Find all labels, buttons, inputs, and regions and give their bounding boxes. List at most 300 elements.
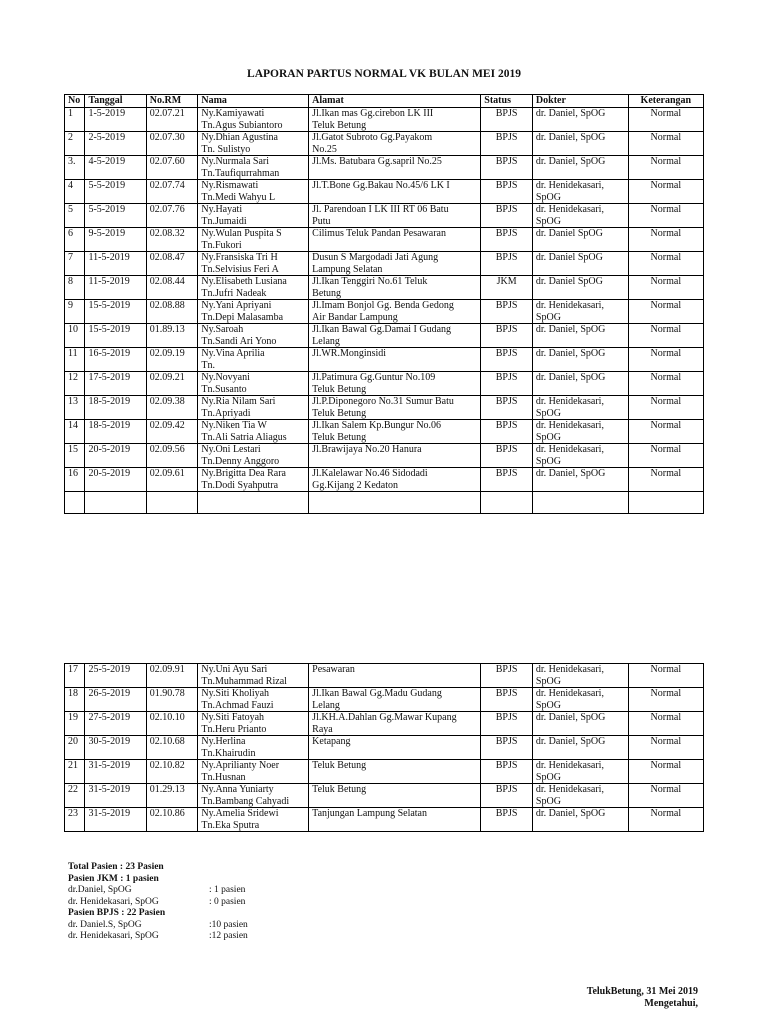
cell-norm-line: 02.08.88 <box>149 300 185 311</box>
cell-alamat-line: Teluk Betung <box>312 784 367 795</box>
summary-bpjs-text: Pasien BPJS : 22 Pasien <box>68 908 166 918</box>
cell-tanggal <box>85 808 146 832</box>
cell-no-line: 4 <box>68 180 73 191</box>
cell-no <box>65 300 85 324</box>
cell-keterangan <box>628 396 703 420</box>
cell-keterangan <box>628 760 703 784</box>
cell-status-line: BPJS <box>495 688 518 699</box>
cell-status <box>481 180 533 204</box>
cell-nama <box>198 228 309 252</box>
cell-tanggal <box>85 420 146 444</box>
cell-alamat <box>309 324 481 348</box>
cell-nama-line: Tn.Denny Anggoro <box>201 455 280 467</box>
cell-norm-line: 02.09.21 <box>149 372 185 383</box>
cell-alamat <box>309 348 481 372</box>
cell-status <box>481 420 533 444</box>
cell-dokter <box>532 760 628 784</box>
cell-no-line: 11 <box>68 348 78 359</box>
cell-tanggal-line: 16-5-2019 <box>88 348 131 359</box>
cell-tanggal-line: 15-5-2019 <box>88 300 131 311</box>
cell-keterangan <box>628 324 703 348</box>
cell-dokter-line: dr. Daniel, SpOG <box>535 372 606 383</box>
cell-dokter <box>532 324 628 348</box>
cell-no-line: 3. <box>68 156 76 167</box>
cell-alamat-line: Jl.WR.Monginsidi <box>312 348 387 359</box>
cell-no <box>65 396 85 420</box>
table-row <box>65 372 704 396</box>
summary-jkm-row <box>68 885 248 897</box>
cell-norm-line: 02.08.32 <box>149 228 185 239</box>
cell-no <box>65 156 85 180</box>
cell-dokter-line: dr. Henidekasari, <box>535 784 604 795</box>
cell-norm-line: 02.10.86 <box>149 808 185 819</box>
empty-cell <box>146 492 198 514</box>
cell-nama-line: Ny.Hayati <box>201 204 243 215</box>
cell-dokter <box>532 276 628 300</box>
cell-keterangan-line: Normal <box>650 252 682 263</box>
cell-alamat <box>309 808 481 832</box>
cell-no-line: 16 <box>68 468 78 479</box>
cell-alamat <box>309 300 481 324</box>
cell-nama <box>198 420 309 444</box>
cell-status <box>481 784 533 808</box>
table-row <box>65 180 704 204</box>
cell-alamat <box>309 396 481 420</box>
cell-nama-line: Ny.Aprilianty Noer <box>201 760 280 771</box>
cell-nama <box>198 108 309 132</box>
cell-status-line: BPJS <box>495 760 518 771</box>
cell-dokter-line: dr. Daniel, SpOG <box>535 108 606 119</box>
cell-nama-line: Tn.Eka Sputra <box>201 819 260 831</box>
cell-alamat-line: Air Bandar Lampung <box>312 311 398 323</box>
summary-doctor-label: dr.Daniel, SpOG <box>68 885 132 895</box>
cell-norm-line: 02.07.76 <box>149 204 185 215</box>
cell-dokter <box>532 300 628 324</box>
cell-dokter-line: dr. Henidekasari, <box>535 444 604 455</box>
cell-dokter-line: SpOG <box>535 795 561 807</box>
cell-no <box>65 348 85 372</box>
summary-block <box>68 862 248 943</box>
cell-no <box>65 420 85 444</box>
cell-nama-line: Tn.Sandi Ari Yono <box>201 335 277 347</box>
cell-dokter <box>532 444 628 468</box>
cell-alamat <box>309 228 481 252</box>
cell-nama-line: Ny.Siti Fatoyah <box>201 712 265 723</box>
cell-alamat-line: Teluk Betung <box>312 383 367 395</box>
col-header-alamat: Alamat <box>309 95 481 108</box>
cell-tanggal <box>85 180 146 204</box>
table-row <box>65 760 704 784</box>
cell-dokter <box>532 468 628 492</box>
cell-keterangan <box>628 372 703 396</box>
cell-no-line: 14 <box>68 420 78 431</box>
cell-alamat <box>309 372 481 396</box>
cell-dokter-line: dr. Henidekasari, <box>535 760 604 771</box>
cell-status-line: BPJS <box>495 348 518 359</box>
cell-no-line: 18 <box>68 688 78 699</box>
summary-count: :10 pasien <box>209 919 248 930</box>
cell-norm <box>146 156 198 180</box>
cell-tanggal <box>85 276 146 300</box>
cell-dokter-line: dr. Daniel SpOG <box>535 228 603 239</box>
cell-status <box>481 276 533 300</box>
cell-nama-line: Ny.Elisabeth Lusiana <box>201 276 287 287</box>
cell-dokter <box>532 396 628 420</box>
cell-tanggal <box>85 760 146 784</box>
cell-alamat-line: Gg.Kijang 2 Kedaton <box>312 479 398 491</box>
cell-nama-line: Ny.Amelia Sridewi <box>201 808 279 819</box>
cell-dokter-line: dr. Henidekasari, <box>535 300 604 311</box>
summary-doctor-label: dr. Henidekasari, SpOG <box>68 931 159 941</box>
cell-status-line: BPJS <box>495 712 518 723</box>
cell-nama <box>198 736 309 760</box>
empty-cell <box>65 492 85 514</box>
cell-alamat <box>309 760 481 784</box>
cell-keterangan <box>628 444 703 468</box>
cell-nama <box>198 300 309 324</box>
cell-tanggal-line: 9-5-2019 <box>88 228 126 239</box>
cell-dokter <box>532 784 628 808</box>
cell-no-line: 5 <box>68 204 73 215</box>
cell-nama-line: Tn.Susanto <box>201 383 247 395</box>
cell-keterangan <box>628 688 703 712</box>
cell-status-line: BPJS <box>495 252 518 263</box>
cell-status <box>481 736 533 760</box>
cell-norm-line: 02.08.44 <box>149 276 185 287</box>
cell-status-line: BPJS <box>495 204 518 215</box>
cell-keterangan-line: Normal <box>650 204 682 215</box>
cell-dokter <box>532 664 628 688</box>
cell-status <box>481 108 533 132</box>
cell-status <box>481 468 533 492</box>
cell-nama <box>198 348 309 372</box>
cell-no <box>65 204 85 228</box>
cell-nama-line: Ny.Ria Nilam Sari <box>201 396 276 407</box>
cell-norm-line: 02.07.60 <box>149 156 185 167</box>
cell-nama-line: Ny.Uni Ayu Sari <box>201 664 268 675</box>
cell-nama-line: Ny.Wulan Puspita S <box>201 228 282 239</box>
summary-total-text: Total Pasien : 23 Pasien <box>68 862 164 872</box>
cell-nama-line: Tn.Selvisius Feri A <box>201 263 279 275</box>
cell-status-line: JKM <box>496 276 517 287</box>
cell-norm-line: 02.07.21 <box>149 108 185 119</box>
table-row <box>65 324 704 348</box>
cell-nama-line: Tn.Depi Malasamba <box>201 311 284 323</box>
cell-keterangan-line: Normal <box>650 444 682 455</box>
table-row <box>65 396 704 420</box>
cell-alamat-line: Ketapang <box>312 736 351 747</box>
cell-norm-line: 02.10.82 <box>149 760 185 771</box>
cell-tanggal <box>85 324 146 348</box>
cell-alamat-line: Jl.Ikan Salem Kp.Bungur No.06 <box>312 420 442 431</box>
signature-block <box>587 986 698 1010</box>
cell-norm <box>146 468 198 492</box>
cell-alamat-line: Pesawaran <box>312 664 355 675</box>
cell-status <box>481 156 533 180</box>
cell-keterangan-line: Normal <box>650 396 682 407</box>
cell-nama <box>198 276 309 300</box>
cell-keterangan-line: Normal <box>650 420 682 431</box>
cell-nama-line: Tn.Apriyadi <box>201 407 251 419</box>
cell-keterangan <box>628 348 703 372</box>
cell-status <box>481 132 533 156</box>
cell-status-line: BPJS <box>495 228 518 239</box>
cell-norm <box>146 252 198 276</box>
cell-status <box>481 688 533 712</box>
cell-alamat <box>309 784 481 808</box>
cell-alamat <box>309 180 481 204</box>
report-table-page-1 <box>64 94 704 514</box>
cell-norm <box>146 784 198 808</box>
cell-norm <box>146 324 198 348</box>
cell-keterangan-line: Normal <box>650 760 682 771</box>
cell-tanggal-line: 20-5-2019 <box>88 444 131 455</box>
cell-no-line: 2 <box>68 132 73 143</box>
cell-norm <box>146 688 198 712</box>
cell-nama <box>198 688 309 712</box>
cell-tanggal-line: 5-5-2019 <box>88 204 126 215</box>
cell-dokter <box>532 108 628 132</box>
cell-no-line: 9 <box>68 300 73 311</box>
summary-jkm <box>68 874 248 886</box>
cell-alamat <box>309 664 481 688</box>
cell-dokter-line: SpOG <box>535 431 561 443</box>
cell-alamat-line: Cilimus Teluk Pandan Pesawaran <box>312 228 446 239</box>
cell-no-line: 20 <box>68 736 78 747</box>
cell-dokter <box>532 420 628 444</box>
cell-dokter-line: dr. Henidekasari, <box>535 664 604 675</box>
summary-bpjs-row <box>68 931 248 943</box>
cell-alamat-line: Jl. Parendoan I LK III RT 06 Batu <box>312 204 449 215</box>
cell-norm <box>146 372 198 396</box>
cell-dokter-line: SpOG <box>535 191 561 203</box>
cell-nama <box>198 156 309 180</box>
cell-status-line: BPJS <box>495 108 518 119</box>
cell-nama-line: Ny.Novyani <box>201 372 250 383</box>
cell-dokter <box>532 372 628 396</box>
table-row <box>65 468 704 492</box>
cell-nama <box>198 132 309 156</box>
cell-dokter-line: dr. Daniel, SpOG <box>535 808 606 819</box>
cell-no-line: 15 <box>68 444 78 455</box>
cell-nama-line: Tn.Agus Subiantoro <box>201 119 283 131</box>
cell-alamat <box>309 712 481 736</box>
cell-alamat-line: Jl.Ikan Bawal Gg.Damai I Gudang <box>312 324 452 335</box>
cell-no-line: 13 <box>68 396 78 407</box>
empty-cell <box>481 492 533 514</box>
cell-tanggal-line: 11-5-2019 <box>88 252 130 263</box>
cell-status-line: BPJS <box>495 664 518 675</box>
cell-tanggal-line: 18-5-2019 <box>88 396 131 407</box>
cell-status-line: BPJS <box>495 180 518 191</box>
cell-tanggal-line: 31-5-2019 <box>88 784 131 795</box>
cell-tanggal-line: 20-5-2019 <box>88 468 131 479</box>
cell-nama <box>198 712 309 736</box>
cell-alamat <box>309 276 481 300</box>
cell-tanggal-line: 26-5-2019 <box>88 688 131 699</box>
cell-dokter-line: SpOG <box>535 311 561 323</box>
cell-dokter-line: SpOG <box>535 215 561 227</box>
cell-status-line: BPJS <box>495 300 518 311</box>
cell-no-line: 8 <box>68 276 73 287</box>
cell-alamat <box>309 156 481 180</box>
report-title: LAPORAN PARTUS NORMAL VK BULAN MEI 2019 <box>247 68 521 80</box>
table-row <box>65 108 704 132</box>
col-header-dokter: Dokter <box>532 95 628 108</box>
summary-count: : 0 pasien <box>209 896 246 907</box>
cell-keterangan <box>628 664 703 688</box>
cell-no <box>65 276 85 300</box>
cell-tanggal-line: 25-5-2019 <box>88 664 131 675</box>
cell-alamat-line: Jl.Ms. Batubara Gg.sapril No.25 <box>312 156 442 167</box>
cell-status-line: BPJS <box>495 468 518 479</box>
cell-keterangan-line: Normal <box>650 300 682 311</box>
cell-nama-line: Ny.Fransiska Tri H <box>201 252 278 263</box>
cell-no <box>65 664 85 688</box>
cell-nama-line: Ny.Herlina <box>201 736 246 747</box>
empty-cell <box>628 492 703 514</box>
table-row <box>65 252 704 276</box>
signature-place-date: TelukBetung, 31 Mei 2019 <box>586 986 698 997</box>
cell-no <box>65 688 85 712</box>
cell-tanggal-line: 1-5-2019 <box>88 108 126 119</box>
cell-keterangan <box>628 228 703 252</box>
cell-nama-line: Tn.Medi Wahyu L <box>201 191 276 203</box>
table-row-empty <box>65 492 704 514</box>
cell-nama-line: Ny.Kamiyawati <box>201 108 265 119</box>
cell-dokter-line: dr. Daniel, SpOG <box>535 132 606 143</box>
cell-dokter <box>532 156 628 180</box>
cell-keterangan-line: Normal <box>650 180 682 191</box>
cell-no <box>65 108 85 132</box>
cell-alamat-line: Jl.Gatot Subroto Gg.Payakom <box>312 132 433 143</box>
cell-no <box>65 784 85 808</box>
cell-norm <box>146 760 198 784</box>
cell-keterangan <box>628 108 703 132</box>
summary-doctor-label: dr. Daniel.S, SpOG <box>68 919 142 930</box>
cell-alamat-line: Lelang <box>312 335 340 347</box>
cell-nama-line: Tn.Bambang Cahyadi <box>201 795 290 807</box>
cell-status-line: BPJS <box>495 444 518 455</box>
table-row <box>65 156 704 180</box>
cell-norm <box>146 300 198 324</box>
cell-dokter <box>532 348 628 372</box>
cell-status-line: BPJS <box>495 736 518 747</box>
summary-jkm-row <box>68 897 248 909</box>
cell-no <box>65 736 85 760</box>
cell-nama <box>198 664 309 688</box>
cell-status-line: BPJS <box>495 372 518 383</box>
cell-keterangan-line: Normal <box>650 712 682 723</box>
cell-dokter-line: SpOG <box>535 771 561 783</box>
cell-keterangan-line: Normal <box>650 784 682 795</box>
cell-alamat-line: Teluk Betung <box>312 760 367 771</box>
cell-tanggal <box>85 468 146 492</box>
cell-nama <box>198 468 309 492</box>
cell-keterangan-line: Normal <box>650 228 682 239</box>
col-header-status: Status <box>481 95 533 108</box>
cell-keterangan <box>628 300 703 324</box>
cell-nama <box>198 396 309 420</box>
table-row <box>65 784 704 808</box>
cell-dokter-line: dr. Henidekasari, <box>535 420 604 431</box>
cell-dokter-line: dr. Daniel SpOG <box>535 276 603 287</box>
cell-alamat-line: Tanjungan Lampung Selatan <box>312 808 427 819</box>
cell-nama-line: Ny.Dhian Agustina <box>201 132 278 143</box>
cell-status <box>481 372 533 396</box>
cell-norm-line: 02.09.56 <box>149 444 185 455</box>
cell-no-line: 17 <box>68 664 78 675</box>
table-row <box>65 228 704 252</box>
cell-nama-line: Ny.Niken Tia W <box>201 420 267 431</box>
cell-alamat-line: Teluk Betung <box>312 407 367 419</box>
cell-keterangan <box>628 736 703 760</box>
cell-alamat <box>309 132 481 156</box>
table-row <box>65 348 704 372</box>
table-row <box>65 712 704 736</box>
cell-alamat-line: Teluk Betung <box>312 119 367 131</box>
summary-doctor-label: dr. Henidekasari, SpOG <box>68 896 159 907</box>
cell-alamat-line: Teluk Betung <box>312 431 367 443</box>
summary-bpjs <box>68 908 248 920</box>
cell-status-line: BPJS <box>495 132 518 143</box>
cell-status <box>481 760 533 784</box>
cell-norm <box>146 808 198 832</box>
cell-no-line: 1 <box>68 108 73 119</box>
cell-dokter <box>532 736 628 760</box>
table-row <box>65 300 704 324</box>
cell-tanggal <box>85 664 146 688</box>
cell-keterangan <box>628 252 703 276</box>
cell-nama-line: Tn.Taufiqurrahman <box>201 167 280 179</box>
cell-nama <box>198 372 309 396</box>
cell-tanggal-line: 11-5-2019 <box>88 276 130 287</box>
col-header-tanggal: Tanggal <box>85 95 146 108</box>
cell-norm <box>146 108 198 132</box>
cell-nama <box>198 252 309 276</box>
empty-cell <box>85 492 146 514</box>
cell-alamat <box>309 420 481 444</box>
cell-alamat-line: Lelang <box>312 699 340 711</box>
cell-dokter-line: dr. Daniel, SpOG <box>535 468 606 479</box>
cell-keterangan-line: Normal <box>650 808 682 819</box>
cell-nama-line: Ny.Oni Lestari <box>201 444 261 455</box>
cell-nama-line: Tn. Sulistyo <box>201 143 251 155</box>
cell-keterangan <box>628 808 703 832</box>
cell-nama <box>198 784 309 808</box>
cell-tanggal <box>85 784 146 808</box>
cell-keterangan <box>628 420 703 444</box>
cell-norm-line: 01.90.78 <box>149 688 185 699</box>
cell-dokter-line: SpOG <box>535 407 561 419</box>
cell-dokter <box>532 180 628 204</box>
cell-alamat <box>309 252 481 276</box>
cell-status <box>481 204 533 228</box>
empty-cell <box>198 492 309 514</box>
table-row <box>65 132 704 156</box>
cell-alamat-line: Lampung Selatan <box>312 263 383 275</box>
cell-tanggal <box>85 204 146 228</box>
cell-norm <box>146 444 198 468</box>
cell-tanggal <box>85 348 146 372</box>
cell-alamat-line: No.25 <box>312 143 337 155</box>
cell-keterangan-line: Normal <box>650 132 682 143</box>
cell-nama-line: Tn.Khairudin <box>201 747 256 759</box>
cell-nama-line: Tn.Fukori <box>201 239 242 251</box>
cell-status <box>481 252 533 276</box>
cell-tanggal <box>85 372 146 396</box>
cell-status-line: BPJS <box>495 808 518 819</box>
